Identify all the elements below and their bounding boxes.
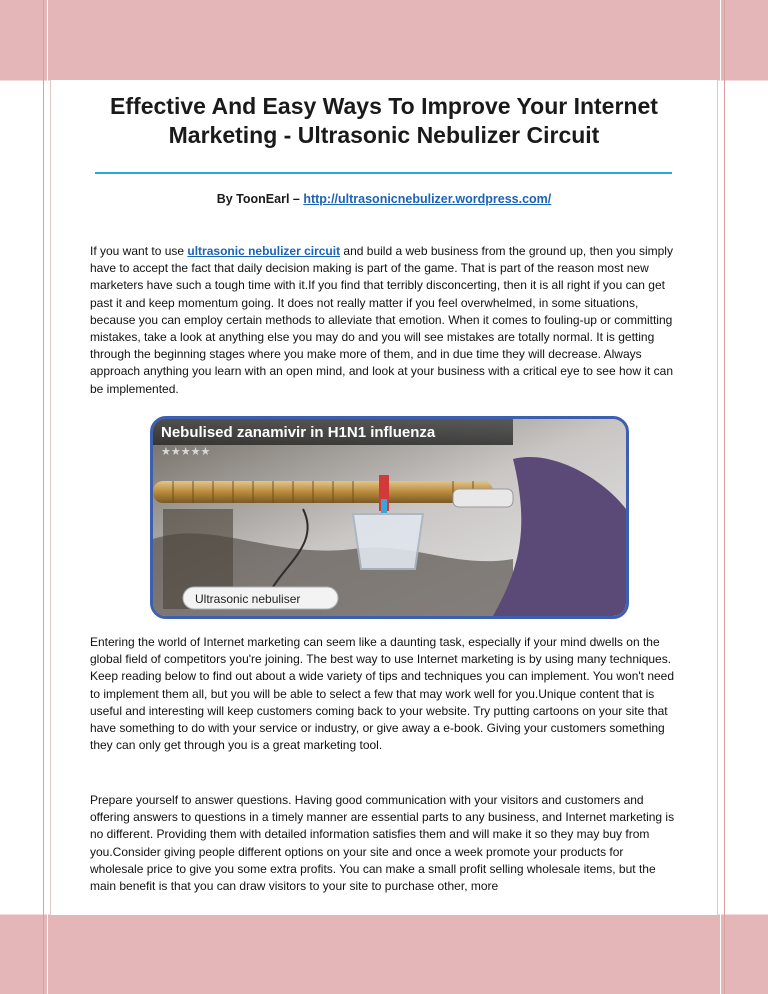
byline-link[interactable]: http://ultrasonicnebulizer.wordpress.com/	[303, 192, 552, 206]
blue-valve	[381, 499, 387, 513]
rating-stars-icon: ★★★★★	[161, 445, 211, 458]
frame-line-right-inner	[720, 0, 721, 994]
frame-line-left-outer	[43, 0, 44, 994]
byline-author: By ToonEarl –	[216, 192, 304, 206]
paragraph-1-body: and build a web business from the ground up, then you simply have to accept the fact that daily decision making is part of the game. That is part of the reason most new marketers have such a tough time with it.If you find that terribly disconcerting, then it is all right if you can get past it and keep momentum going. It does not really matter if you feel overwhelmed, in some situations, because you can employ certain methods to alleviate that emotion. When it comes to fouling-up or committing mistakes, take a look at anything else you may do and you will see mistakes are totally normal. It is getting through the beginning stages where you make more of them, and in due time they will decrease. Always approach anything you learn with an open mind, and look at your business with a critical eye to see how it can be implemented.	[90, 244, 674, 396]
top-decorative-band	[0, 0, 768, 80]
nebulizer-circuit-link[interactable]: ultrasonic nebulizer circuit	[187, 244, 341, 258]
nebulizer-photo-illustration	[153, 419, 626, 616]
paragraph-1	[90, 243, 680, 398]
photo-caption-top: Nebulised zanamivir in H1N1 influenza	[161, 424, 436, 441]
frame-line-left-inner	[47, 0, 48, 994]
bottom-decorative-band	[0, 915, 768, 994]
byline	[80, 192, 688, 206]
document-title: Effective And Easy Ways To Improve Your Internet Marketing - Ultrasonic Nebulizer Circuit	[110, 93, 658, 148]
nebulizer-chamber	[353, 514, 423, 569]
page-edge-left	[50, 80, 51, 915]
page-edge-right	[717, 80, 718, 915]
white-connector	[453, 489, 513, 507]
photo-caption-bottom: Ultrasonic nebuliser	[195, 592, 301, 606]
nebulizer-photo	[150, 416, 629, 619]
corrugated-tube	[153, 481, 493, 503]
paragraph-1-intro: If you want to use	[90, 244, 188, 258]
frame-line-right-outer	[724, 0, 725, 994]
title-underline	[95, 172, 672, 174]
paragraph-3: Prepare yourself to answer questions. Having good communication with your visitors and customers and offering answers to questions in a timely manner are essential parts to any business, and Internet marketing is no different. Providing them with detailed information satisfies them and will make it so they may buy from you.Consider giving people different options on your site and once a week promote your products for wholesale price to give you some extra profits. You can make a small profit selling wholesale items, but the main benefit is that you can draw visitors to your site to purchase other, more	[90, 793, 675, 894]
paragraph-2: Entering the world of Internet marketing can seem like a daunting task, especially if your mind dwells on the global field of competitors you're joining. The best way to use Internet marketing is by using many techniques. Keep reading below to find out about a wide variety of tips and techniques you can implement. You won't need to implement them all, but you will be able to select a few that may work well for you.Unique content that is useful and interesting will keep customers coming back to your website. Try putting cartoons on your site that have something to do with your service or industry, or give away a e-book. Giving your customers something they can only get through you is a great marketing tool.	[90, 635, 675, 753]
